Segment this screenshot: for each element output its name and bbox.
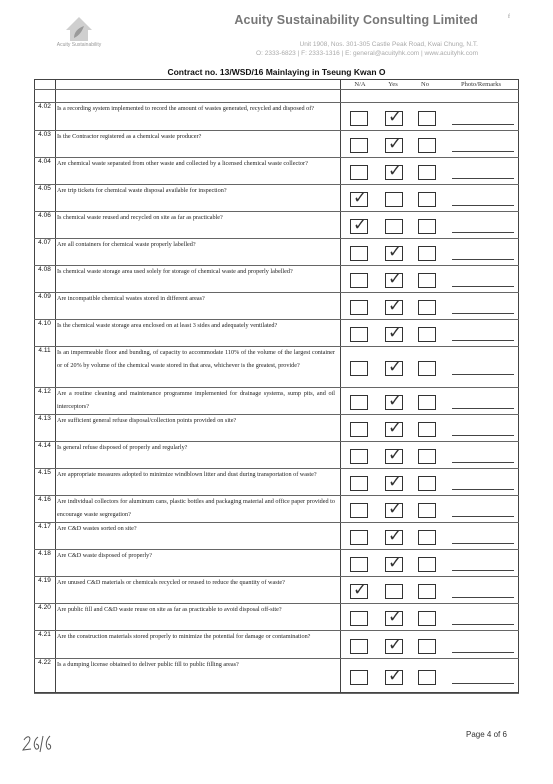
checkbox-no[interactable]: [418, 557, 436, 572]
checkbox-na[interactable]: [350, 639, 368, 654]
question-text: Is chemical waste storage area used solely for storage of chemical waste and properly labelled?: [57, 268, 293, 275]
remarks-field[interactable]: [452, 408, 514, 409]
checkbox-no[interactable]: [418, 503, 436, 518]
remarks-field[interactable]: [452, 313, 514, 314]
checkbox-no[interactable]: [418, 300, 436, 315]
question-text: Is chemical waste reused and recycled on site as far as practicable?: [57, 214, 223, 221]
checkmark-icon: ✓: [388, 323, 403, 343]
checkbox-no[interactable]: [418, 273, 436, 288]
question-number: 4.03: [38, 131, 51, 138]
question-number: 4.22: [38, 659, 51, 666]
checkmark-icon: ✓: [388, 357, 403, 377]
checkbox-na[interactable]: [350, 300, 368, 315]
checkbox-no[interactable]: [418, 246, 436, 261]
remarks-field[interactable]: [452, 124, 514, 125]
column-header-na: N/A: [354, 81, 366, 88]
checkmark-icon: ✓: [388, 553, 403, 573]
question-text: Is the Contractor registered as a chemical waste producer?: [57, 133, 202, 140]
question-number: 4.20: [38, 604, 51, 611]
checkbox-yes[interactable]: [385, 107, 403, 127]
checkbox-yes[interactable]: [385, 323, 403, 343]
checkbox-na[interactable]: [350, 327, 368, 342]
row-divider: [34, 79, 519, 80]
checkbox-no[interactable]: [418, 327, 436, 342]
checkbox-yes[interactable]: [385, 445, 403, 465]
remarks-field[interactable]: [452, 489, 514, 490]
checkbox-na[interactable]: [350, 111, 368, 126]
checkbox-na[interactable]: [350, 611, 368, 626]
remarks-field[interactable]: [452, 597, 514, 598]
question-text: Is general refuse disposed of properly and regularly?: [57, 444, 188, 451]
checkbox-no[interactable]: [418, 395, 436, 410]
contact-line: O: 2333-6823 | F: 2333-1316 | E: general@acuityhk.com | www.acuityhk.com: [256, 50, 478, 57]
question-text: Are C&D wastes sorted on site?: [57, 525, 137, 532]
remarks-field[interactable]: [452, 374, 514, 375]
checkmark-icon: ✓: [388, 134, 403, 154]
checkbox-yes[interactable]: [385, 296, 403, 316]
question-number: 4.16: [38, 496, 51, 503]
checkbox-no[interactable]: [418, 165, 436, 180]
column-header-yes: Yes: [388, 81, 398, 88]
remarks-field[interactable]: [452, 683, 514, 684]
checkmark-icon: ✓: [388, 391, 403, 411]
checkbox-na[interactable]: [350, 449, 368, 464]
remarks-field[interactable]: [452, 286, 514, 287]
checkmark-icon: ✓: [388, 296, 403, 316]
checklist-table: [34, 79, 519, 693]
checkbox-yes[interactable]: [385, 666, 403, 686]
question-number: 4.12: [38, 388, 51, 395]
question-number: 4.15: [38, 469, 51, 476]
checkbox-na[interactable]: [350, 215, 368, 235]
checkbox-yes[interactable]: [385, 584, 403, 599]
question-text: Is an impermeable floor and bunding, of capacity to accommodate 110% of the volume of the largest container or of 20% by volume of the chemical waste stored in that area, whichever is the greatest, provide?: [57, 349, 335, 369]
question-text: Are public fill and C&D waste reuse on site as far as practicable to avoid disposal off-site?: [57, 606, 282, 613]
checkbox-yes[interactable]: [385, 134, 403, 154]
question-number: 4.19: [38, 577, 51, 584]
contract-title: Contract no. 13/WSD/16 Mainlaying in Tseung Kwan O: [167, 67, 386, 77]
checkbox-yes[interactable]: [385, 161, 403, 181]
question-number: 4.18: [38, 550, 51, 557]
checkbox-no[interactable]: [418, 361, 436, 376]
checkbox-yes[interactable]: [385, 418, 403, 438]
checkbox-no[interactable]: [418, 670, 436, 685]
logo-caption: Acuity Sustainability: [56, 42, 102, 48]
checkbox-no[interactable]: [418, 611, 436, 626]
checkmark-icon: ✓: [353, 580, 368, 600]
checkbox-yes[interactable]: [385, 553, 403, 573]
checkbox-na[interactable]: [350, 246, 368, 261]
question-text: Are appropriate measures adopted to minimize windblown litter and dust during transportation of waste?: [57, 471, 317, 478]
question-text: Are the construction materials stored properly to minimize the potential for damage or contamination?: [57, 633, 311, 640]
checkbox-yes[interactable]: [385, 635, 403, 655]
checkbox-no[interactable]: [418, 530, 436, 545]
question-text: Are incompatible chemical wastes stored in different areas?: [57, 295, 205, 302]
corner-mark: f: [508, 14, 510, 20]
question-number: 4.02: [38, 103, 51, 110]
question-number: 4.06: [38, 212, 51, 219]
question-text: Is a recording system implemented to record the amount of wastes generated, recycled and disposed of?: [57, 105, 315, 112]
checkbox-na[interactable]: [350, 138, 368, 153]
question-number: 4.13: [38, 415, 51, 422]
question-number: 4.09: [38, 293, 51, 300]
checkbox-na[interactable]: [350, 361, 368, 376]
question-number: 4.17: [38, 523, 51, 530]
column-header-no: No: [421, 81, 429, 88]
question-number: 4.05: [38, 185, 51, 192]
checkbox-na[interactable]: [350, 503, 368, 518]
checkbox-no[interactable]: [418, 476, 436, 491]
checkbox-yes[interactable]: [385, 391, 403, 411]
checkmark-icon: ✓: [388, 666, 403, 686]
checkbox-yes[interactable]: [385, 472, 403, 492]
question-text: Are trip tickets for chemical waste disposal available for inspection?: [57, 187, 227, 194]
remarks-field[interactable]: [452, 340, 514, 341]
remarks-field[interactable]: [452, 652, 514, 653]
checkbox-no[interactable]: [418, 449, 436, 464]
question-text: Are a routine cleaning and maintenance programme implemented for drainage systems, sump pits, and oil interceptors?: [57, 390, 335, 410]
checkmark-icon: ✓: [388, 499, 403, 519]
question-number: 4.14: [38, 442, 51, 449]
checkbox-yes[interactable]: [385, 357, 403, 377]
checkbox-yes[interactable]: [385, 192, 403, 207]
checkmark-icon: ✓: [353, 215, 368, 235]
checkmark-icon: ✓: [388, 107, 403, 127]
checkmark-icon: ✓: [388, 418, 403, 438]
question-number: 4.07: [38, 239, 51, 246]
question-number: 4.11: [38, 347, 51, 354]
checkbox-yes[interactable]: [385, 607, 403, 627]
checkmark-icon: ✓: [388, 161, 403, 181]
checkbox-yes[interactable]: [385, 242, 403, 262]
remarks-field[interactable]: [452, 232, 514, 233]
checkbox-na[interactable]: [350, 580, 368, 600]
checkbox-na[interactable]: [350, 476, 368, 491]
checkbox-no[interactable]: [418, 192, 436, 207]
checkmark-icon: ✓: [388, 472, 403, 492]
remarks-field[interactable]: [452, 624, 514, 625]
checkmark-icon: ✓: [388, 635, 403, 655]
column-header-remarks: Photo/Remarks: [460, 81, 502, 88]
checkbox-no[interactable]: [418, 639, 436, 654]
checkmark-icon: ✓: [353, 188, 368, 208]
checkbox-no[interactable]: [418, 584, 436, 599]
question-number: 4.08: [38, 266, 51, 273]
checkbox-na[interactable]: [350, 165, 368, 180]
checkbox-no[interactable]: [418, 219, 436, 234]
checkbox-na[interactable]: [350, 188, 368, 208]
checkmark-icon: ✓: [388, 526, 403, 546]
checkmark-icon: ✓: [388, 242, 403, 262]
remarks-field[interactable]: [452, 462, 514, 463]
company-name: Acuity Sustainability Consulting Limited: [234, 13, 478, 27]
column-divider: [55, 79, 56, 693]
checkbox-na[interactable]: [350, 670, 368, 685]
checkmark-icon: ✓: [388, 445, 403, 465]
remarks-field[interactable]: [452, 205, 514, 206]
checkbox-no[interactable]: [418, 422, 436, 437]
question-text: Are all containers for chemical waste properly labelled?: [57, 241, 196, 248]
remarks-field[interactable]: [452, 178, 514, 179]
handwritten-signature: [20, 732, 60, 759]
remarks-field[interactable]: [452, 259, 514, 260]
checkbox-na[interactable]: [350, 557, 368, 572]
checkbox-yes[interactable]: [385, 499, 403, 519]
remarks-field[interactable]: [452, 570, 514, 571]
question-text: Are chemical waste separated from other waste and collected by a licensed chemical waste collector?: [57, 160, 308, 167]
question-text: Is the chemical waste storage area enclosed on at least 3 sides and adequately ventilated?: [57, 322, 278, 329]
remarks-field[interactable]: [452, 435, 514, 436]
question-number: 4.21: [38, 631, 51, 638]
checkbox-na[interactable]: [350, 422, 368, 437]
checkbox-no[interactable]: [418, 138, 436, 153]
question-number: 4.10: [38, 320, 51, 327]
remarks-field[interactable]: [452, 543, 514, 544]
company-address: [150, 40, 478, 58]
question-text: Is a dumping license obtained to deliver public fill to public filling areas?: [57, 661, 239, 668]
column-divider: [340, 79, 341, 693]
checkmark-icon: ✓: [388, 607, 403, 627]
address-line-1: Unit 1908, Nos. 301-305 Castle Peak Road, Kwai Chung, N.T.: [299, 41, 478, 48]
checkbox-na[interactable]: [350, 530, 368, 545]
checkbox-yes[interactable]: [385, 269, 403, 289]
question-text: Are sufficient general refuse disposal/collection points provided on site?: [57, 417, 237, 424]
row-divider: [34, 693, 519, 694]
row-divider: [34, 89, 519, 90]
question-text: Are unused C&D materials or chemicals recycled or reused to reduce the quantity of waste?: [57, 579, 285, 586]
remarks-field[interactable]: [452, 151, 514, 152]
question-text: Are individual collectors for aluminum cans, plastic bottles and packaging material and office paper provided to encourage waste segregation?: [57, 498, 335, 518]
page-number: Page 4 of 6: [466, 730, 507, 739]
checkbox-na[interactable]: [350, 273, 368, 288]
checkmark-icon: ✓: [388, 269, 403, 289]
checkbox-yes[interactable]: [385, 526, 403, 546]
checkbox-na[interactable]: [350, 395, 368, 410]
checkbox-no[interactable]: [418, 111, 436, 126]
question-text: Are C&D waste disposed of properly?: [57, 552, 153, 559]
question-number: 4.04: [38, 158, 51, 165]
remarks-field[interactable]: [452, 516, 514, 517]
company-logo: [48, 14, 110, 64]
checkbox-yes[interactable]: [385, 219, 403, 234]
